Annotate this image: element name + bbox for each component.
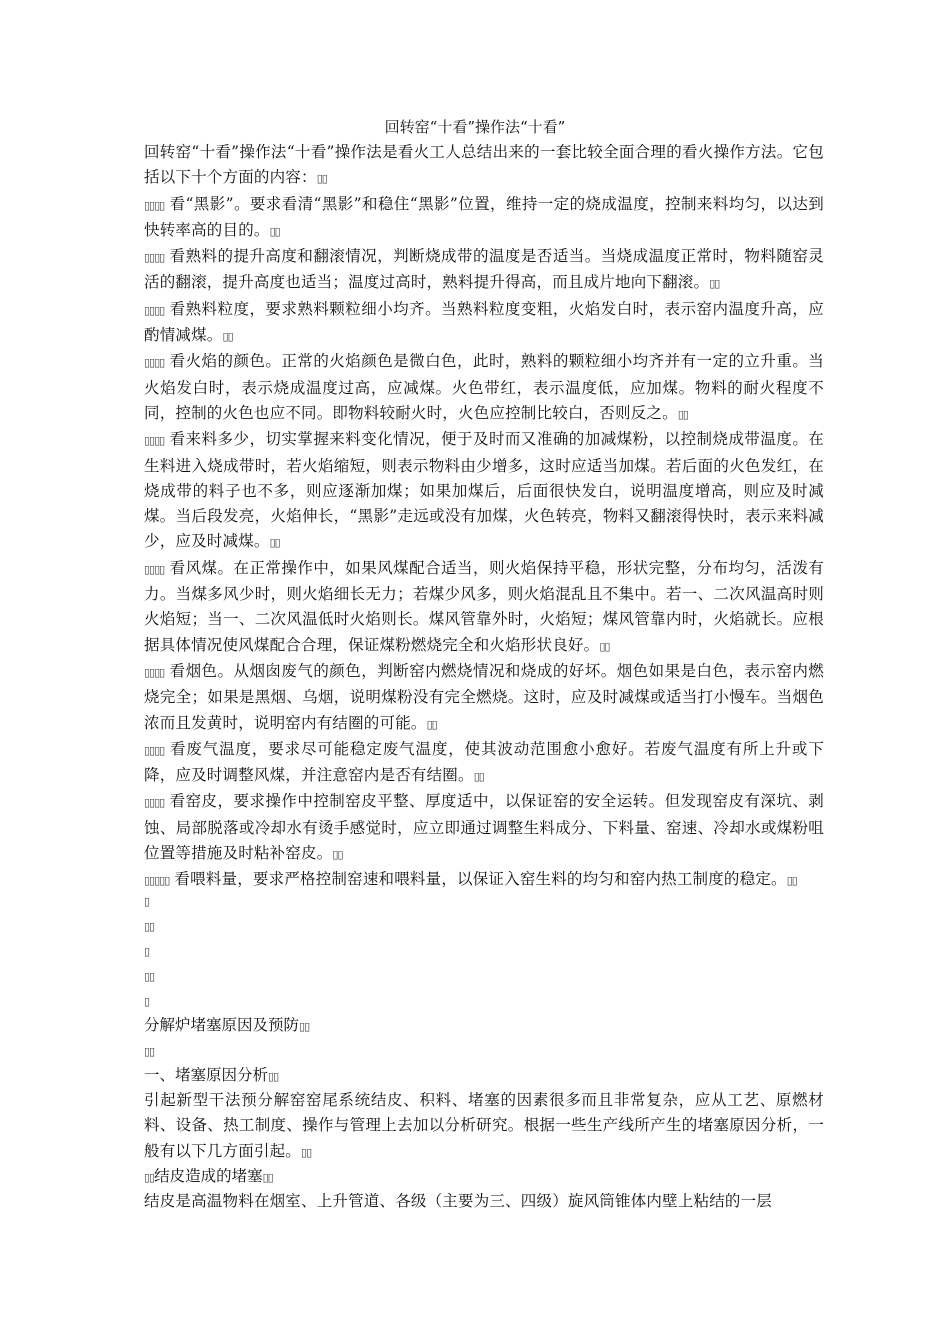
- paragraph-mark: ▯▯: [316, 172, 327, 186]
- section-paragraph: [144, 1088, 824, 1165]
- paragraph-mark: ▯: [144, 895, 150, 908]
- paragraph-mark: ▯▯: [144, 1045, 155, 1058]
- paragraph-mark: ▯▯: [268, 1070, 279, 1083]
- paragraph-mark: ▯▯: [269, 224, 280, 238]
- list-item: [144, 192, 824, 245]
- item-text: 看窑皮，要求操作中控制窑皮平整、厚度适中，以保证窑的安全运转。但发现窑皮有深坑、剥蚀、局部脱落或冷却水有烫手感觉时，应立即通过调整生料成分、下料量、窑速、冷却水或煤粉咀位置等措施及时粘补窑皮。: [144, 792, 824, 863]
- subsection-heading-text: 结皮造成的堵塞: [154, 1167, 263, 1185]
- paragraph-mark: ▯▯: [222, 330, 233, 344]
- empty-paragraph: [144, 888, 824, 914]
- subsection-heading: [144, 1063, 824, 1089]
- item-text: 看喂料量，要求严格控制窑速和喂料量，以保证入窑生料的均匀和窑内热工制度的稳定。: [174, 870, 787, 889]
- subsection-heading-text: 一、堵塞原因分析: [144, 1066, 269, 1084]
- item-marker: ▯▯▯▯: [144, 356, 165, 370]
- list-item: [144, 427, 824, 555]
- list-item: [144, 789, 824, 867]
- section-paragraph: [144, 1189, 824, 1214]
- section-paragraph-text: 结皮是高温物料在烟室、上升管道、各级（主要为三、四级）旋风筒锥体内壁上粘结的一层: [144, 1192, 773, 1210]
- item-marker: ▯▯▯▯: [144, 562, 165, 576]
- paragraph-mark: ▯▯: [599, 639, 610, 653]
- paragraph-mark: ▯▯: [262, 1171, 273, 1184]
- item-marker: ▯▯▯▯: [144, 303, 165, 317]
- section-title: [144, 1013, 824, 1039]
- intro-paragraph: [144, 140, 824, 192]
- item-text: 看“黑影”。要求看清“黑影”和稳住“黑影”位置，维持一定的烧成温度，控制来料均匀，以达到快转率高的目的。: [144, 194, 824, 239]
- item-marker: ▯▯▯▯: [144, 251, 165, 265]
- item-text: 看熟料粒度，要求熟料颗粒细小均齐。当熟料粒度变粗，火焰发白时，表示窑内温度升高，应酌情减煤。: [144, 299, 824, 345]
- item-marker: ▯▯: [144, 1171, 155, 1184]
- empty-paragraph: [144, 913, 824, 939]
- paragraph-mark: ▯▯: [709, 277, 720, 291]
- item-marker: ▯▯▯▯▯: [144, 874, 170, 888]
- paragraph-mark: ▯: [144, 945, 150, 958]
- paragraph-mark: ▯▯: [144, 920, 155, 933]
- item-text: 看烟色。从烟囱废气的颜色，判断窑内燃烧情况和烧成的好坏。烟色如果是白色，表示窑内燃烧完全；如果是黑烟、乌烟，说明煤粉没有完全燃烧。这时，应及时减煤或适当打小慢车。当烟色浓而且发黄时，说明窑内有结圈的可能。: [144, 661, 824, 732]
- empty-paragraph: [144, 1038, 824, 1064]
- main-text: [144, 140, 824, 894]
- item-text: 看来料多少，切实掌握来料变化情况，便于及时而又准确的加减煤粉，以控制烧成带温度。在生料进入烧成带时，若火焰缩短，则表示物料由少增多，这时应适当加煤。若后面的火色发红，在烧成带的料子也不多，则应逐渐加煤；如果加煤后，后面很快发白，说明温度增高，则应及时减煤。当后段发亮，火焰伸长，“黑影”走远或没有加煤，火色转亮，物料又翻滚得快时，表示来料减少，应及时减煤。: [144, 430, 824, 551]
- item-marker: ▯▯▯▯: [144, 665, 165, 679]
- item-text: 看废气温度，要求尽可能稳定废气温度，使其波动范围愈小愈好。若废气温度有所上升或下降，应及时调整风煤，并注意窑内是否有结圈。: [144, 739, 824, 785]
- list-item: [144, 659, 824, 737]
- item-marker: ▯▯▯▯: [144, 796, 165, 810]
- paragraph-mark: ▯: [144, 995, 150, 1008]
- paragraph-mark: ▯▯: [786, 874, 797, 888]
- item-marker: ▯▯▯▯: [144, 434, 165, 448]
- item-text: 看火焰的颜色。正常的火焰颜色是微白色，此时，熟料的颗粒细小均齐并有一定的立升重。当火焰发白时，表示烧成温度过高，应减煤。火色带红，表示温度低，应加煤。物料的耐火程度不同，控制的火色也应不同。即物料较耐火时，火色应控制比较白，否则反之。: [144, 352, 824, 422]
- section-title-text: 分解炉堵塞原因及预防: [144, 1016, 300, 1034]
- empty-paragraph: [144, 988, 824, 1014]
- list-item: [144, 556, 824, 659]
- paragraph-mark: ▯▯: [144, 970, 155, 983]
- list-item: [144, 297, 824, 350]
- paragraph-mark: ▯▯: [473, 770, 484, 784]
- item-marker: ▯▯▯▯: [144, 743, 165, 757]
- paragraph-mark: ▯▯: [332, 848, 343, 862]
- document-title: 回转窑“十看”操作法“十看”: [384, 118, 566, 136]
- paragraph-mark: ▯▯: [301, 1145, 312, 1159]
- paragraph-mark: ▯▯: [426, 717, 437, 731]
- section-paragraph-text: 引起新型干法预分解窑窑尾系统结皮、积料、堵塞的因素很多而且非常复杂，应从工艺、原燃材料、设备、热工制度、操作与管理上去加以分析研究。根据一些生产线所产生的堵塞原因分析，一般有以下几方面引起。: [144, 1091, 824, 1160]
- empty-paragraph: [144, 938, 824, 964]
- item-text: 看风煤。在正常操作中，如果风煤配合适当，则火焰保持平稳，形状完整，分布均匀，活泼有力。当煤多风少时，则火焰细长无力；若煤少风多，则火焰混乱且不集中。若一、二次风温高时则火焰短；当一、二次风温低时火焰则长。煤风管靠外时，火焰短；煤风管靠内时，火焰就长。应根据具体情况使风煤配合合理，保证煤粉燃烧完全和火焰形状良好。: [144, 558, 824, 654]
- paragraph-mark: ▯▯: [269, 536, 280, 550]
- list-item: [144, 244, 824, 297]
- list-item: [144, 349, 824, 427]
- item-marker: ▯▯▯▯: [144, 198, 165, 212]
- subsection-heading: [144, 1164, 824, 1190]
- paragraph-mark: ▯▯: [299, 1020, 310, 1033]
- empty-paragraph: [144, 963, 824, 989]
- paragraph-mark: ▯▯: [677, 407, 688, 421]
- item-text: 看熟料的提升高度和翻滚情况，判断烧成带的温度是否适当。当烧成温度正常时，物料随窑灵活的翻滚，提升高度也适当；温度过高时，熟料提升得高，而且成片地向下翻滚。: [144, 247, 824, 292]
- list-item: [144, 737, 824, 790]
- intro-text: 回转窑“十看”操作法“十看”操作法是看火工人总结出来的一套比较全面合理的看火操作方法。它包括以下十个方面的内容：: [144, 143, 824, 187]
